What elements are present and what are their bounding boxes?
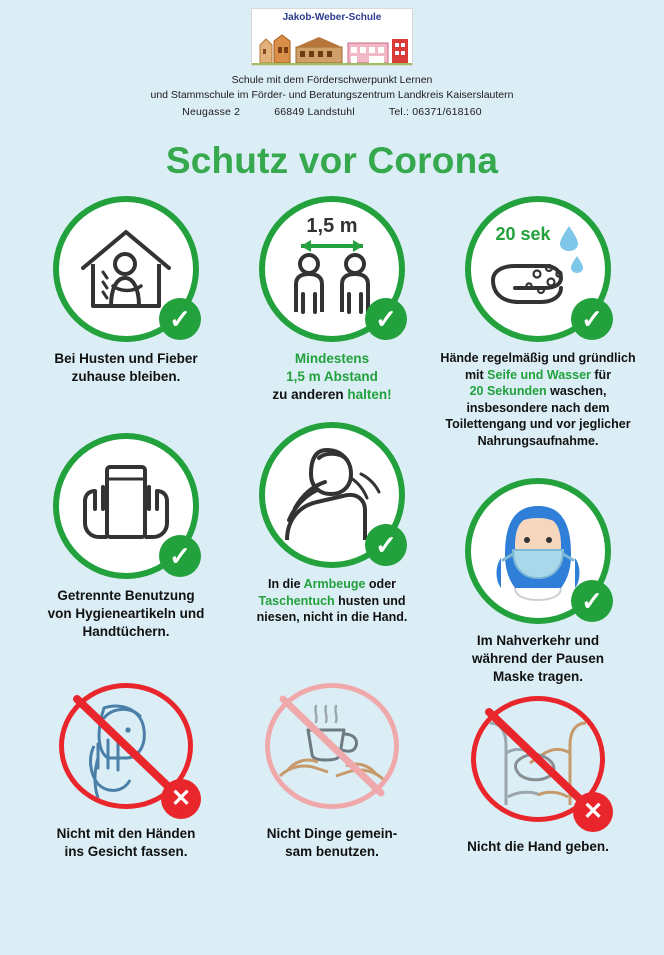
distance-badge bbox=[259, 196, 405, 342]
caption-text: zu anderen bbox=[272, 387, 348, 402]
check-icon: ✓ bbox=[159, 535, 201, 577]
caption-line: Hände regelmäßig und gründlich bbox=[440, 351, 636, 365]
hygiene-caption bbox=[26, 587, 226, 641]
hygiene-badge bbox=[53, 433, 199, 579]
tile-no-handshake bbox=[438, 696, 638, 856]
cough-badge bbox=[259, 422, 405, 568]
caption-line: Maske tragen. bbox=[492, 669, 584, 684]
cross-icon: ✕ bbox=[573, 792, 613, 832]
caption-line: zuhause bleiben. bbox=[71, 369, 181, 384]
caption-line: sam benutzen. bbox=[285, 844, 379, 859]
check-icon: ✓ bbox=[571, 298, 613, 340]
caption-line: 1,5 m Abstand bbox=[286, 369, 378, 384]
caption-line: mit Seife und Wasser für bbox=[464, 367, 612, 382]
school-line-2: und Stammschule im Förder- und Beratungszentrum Landkreis Kaiserslautern bbox=[150, 89, 514, 101]
caption-line: Nahrungsaufnahme. bbox=[477, 433, 599, 448]
slash-line bbox=[265, 683, 399, 809]
tile-no-face-touching bbox=[26, 683, 226, 861]
tile-no-sharing bbox=[232, 683, 432, 861]
stay-home-badge bbox=[53, 196, 199, 342]
school-city: 66849 Landstuhl bbox=[274, 106, 355, 118]
wash-hands-caption bbox=[438, 350, 638, 449]
caption-line: Nicht die Hand geben. bbox=[467, 839, 609, 854]
tile-distance bbox=[232, 196, 432, 404]
school-logo-artwork bbox=[252, 29, 412, 65]
caption-line: Toilettengang und vor jeglicher bbox=[445, 417, 631, 431]
mask-badge bbox=[465, 478, 611, 624]
school-logo bbox=[251, 8, 413, 66]
check-icon: ✓ bbox=[571, 580, 613, 622]
caption-line: von Hygieneartikeln und bbox=[47, 606, 205, 621]
school-street: Neugasse 2 bbox=[182, 106, 241, 118]
caption-line: niesen, nicht in die Hand. bbox=[256, 610, 408, 624]
no-face-touching-caption bbox=[26, 825, 226, 861]
svg-text:20 sek: 20 sek bbox=[495, 224, 551, 244]
no-sharing-badge bbox=[257, 683, 407, 813]
check-icon: ✓ bbox=[365, 524, 407, 566]
cough-caption bbox=[232, 576, 432, 626]
caption-line: Nicht mit den Händen bbox=[56, 826, 196, 841]
tile-wear-mask bbox=[438, 478, 638, 686]
caption-line: In die Armbeuge oder bbox=[267, 577, 397, 591]
check-icon: ✓ bbox=[159, 298, 201, 340]
tile-own-hygiene-items bbox=[26, 433, 226, 641]
school-logo-title: Jakob-Weber-Schule bbox=[282, 12, 382, 23]
caption-line: Nicht Dinge gemein- bbox=[266, 826, 398, 841]
school-line-1: Schule mit dem Förderschwerpunkt Lernen bbox=[231, 74, 433, 86]
caption-line: Im Nahverkehr und bbox=[476, 633, 600, 648]
tile-stay-home bbox=[26, 196, 226, 386]
caption-line: Handtüchern. bbox=[82, 624, 170, 639]
distance-caption bbox=[232, 350, 432, 404]
caption-line: während der Pausen bbox=[471, 651, 605, 666]
caption-line: ins Gesicht fassen. bbox=[64, 844, 188, 859]
school-contact bbox=[0, 105, 664, 120]
caption-highlight: Armbeuge bbox=[303, 577, 366, 591]
no-face-touching-badge bbox=[51, 683, 201, 813]
mask-caption bbox=[438, 632, 638, 686]
caption-highlight: 20 Sekunden bbox=[469, 384, 547, 398]
poster-header bbox=[0, 0, 664, 120]
caption-line: insbesondere nach dem bbox=[466, 400, 610, 415]
caption-line: Mindestens bbox=[294, 351, 370, 366]
check-icon: ✓ bbox=[365, 298, 407, 340]
wash-hands-badge bbox=[465, 196, 611, 342]
stay-home-caption bbox=[26, 350, 226, 386]
caption-highlight: Taschentuch bbox=[258, 593, 335, 608]
school-phone: Tel.: 06371/618160 bbox=[388, 106, 482, 118]
caption-line bbox=[232, 386, 432, 404]
no-handshake-caption bbox=[438, 838, 638, 856]
caption-line: Taschentuch husten und bbox=[258, 593, 406, 608]
tile-cough-into-elbow bbox=[232, 422, 432, 626]
tile-wash-hands bbox=[438, 196, 638, 449]
caption-line: Bei Husten und Fieber bbox=[54, 351, 198, 366]
no-sharing-caption bbox=[232, 825, 432, 861]
caption-line: Getrennte Benutzung bbox=[57, 588, 195, 603]
cross-icon: ✕ bbox=[161, 779, 201, 819]
caption-line: 20 Sekunden waschen, bbox=[469, 384, 607, 398]
caption-highlight: halten! bbox=[347, 387, 392, 402]
svg-text:1,5 m: 1,5 m bbox=[306, 215, 358, 237]
page-title: Schutz vor Corona bbox=[165, 140, 499, 181]
no-handshake-badge bbox=[463, 696, 613, 826]
school-info bbox=[0, 73, 664, 120]
caption-highlight: Seife und Wasser bbox=[487, 367, 591, 382]
